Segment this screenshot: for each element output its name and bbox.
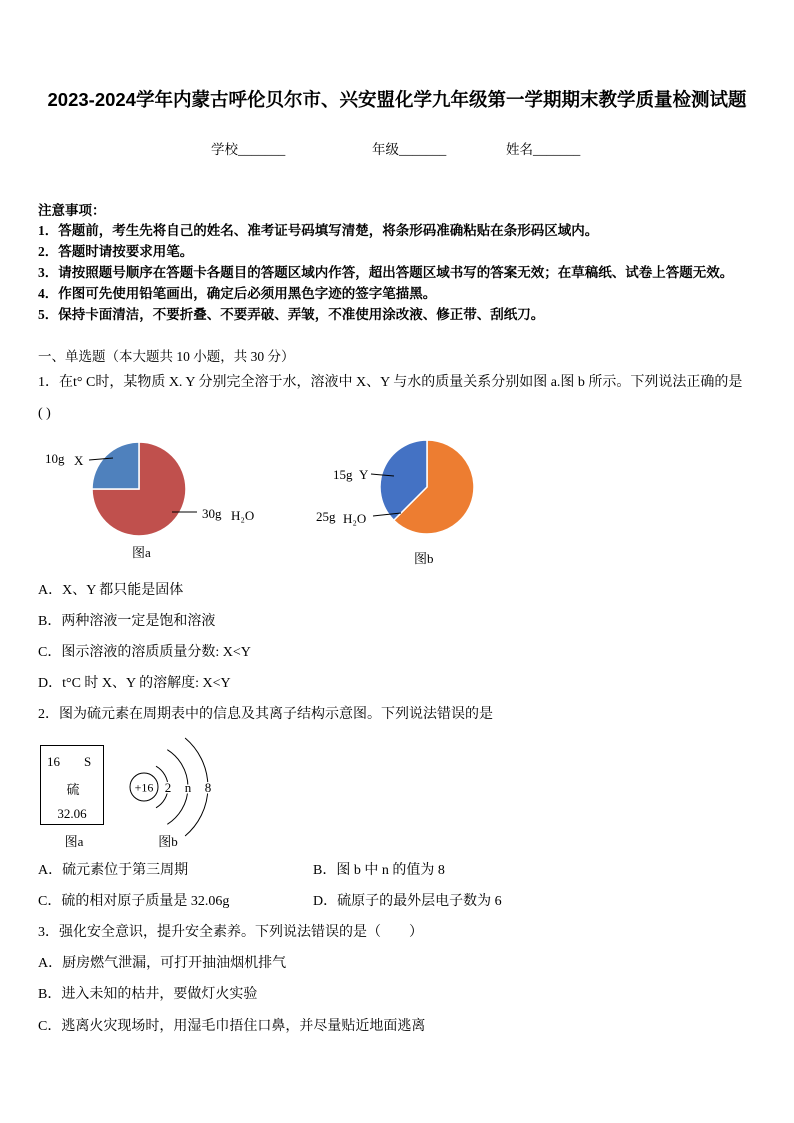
element-card-caption: 图a <box>64 834 84 849</box>
question-2-option-d: D．硫原子的最外层电子数为 6 <box>313 894 502 909</box>
question-1-answer-paren: ( ) <box>38 406 51 421</box>
question-1-option-d: D．t°C 时 X、Y 的溶解度: X<Y <box>38 676 231 691</box>
question-1-option-b: B．两种溶液一定是饱和溶液 <box>38 614 216 629</box>
question-1-stem: 1．在t° C时，某物质 X. Y 分别完全溶于水，溶液中 X、Y 与水的质量关系分别如图 a.图 b 所示。下列说法正确的是 <box>38 375 743 390</box>
question-2-stem: 2．图为硫元素在周期表中的信息及其离子结构示意图。下列说法错误的是 <box>38 707 493 722</box>
notice-item: 3．请按照题号顺序在答题卡各题目的答题区域内作答，超出答题区域书写的答案无效；在草稿纸、试卷上答题无效。 <box>38 265 734 280</box>
element-atomic-number: 16 <box>47 754 60 769</box>
shell-1-electrons: 2 <box>164 780 172 795</box>
pie-a-solute-amount: 10g <box>45 451 65 466</box>
name-field: 姓名_______ <box>506 142 581 157</box>
pie-a-solute-label: X <box>74 453 84 468</box>
notice-item: 4．作图可先使用铅笔画出，确定后必须用黑色字迹的签字笔描黑。 <box>38 286 437 301</box>
question-1-figures <box>0 430 794 570</box>
question-2-option-c: C．硫的相对原子质量是 32.06g <box>38 894 230 909</box>
question-2-figures <box>0 735 794 855</box>
notice-item: 2．答题时请按要求用笔。 <box>38 244 194 259</box>
question-1-option-c: C．图示溶液的溶质质量分数: X<Y <box>38 645 251 660</box>
pie-chart-b <box>380 440 474 534</box>
shell-2-electrons: n <box>184 780 192 795</box>
school-field: 学校_______ <box>211 142 286 157</box>
notice-heading: 注意事项： <box>38 203 106 218</box>
nucleus-charge: +16 <box>134 780 154 795</box>
question-3-option-a: A．厨房燃气泄漏，可打开抽油烟机排气 <box>38 956 287 971</box>
question-1-option-a: A．X、Y 都只能是固体 <box>38 583 184 598</box>
figure-a-caption: 图a <box>132 545 151 560</box>
pie-b-water-label: H₂O <box>343 511 367 526</box>
question-3-stem: 3．强化安全意识，提升安全素养。下列说法错误的是（ ） <box>38 925 423 940</box>
notice-item: 1．答题前，考生先将自己的姓名、准考证号码填写清楚，将条形码准确粘贴在条形码区域内。 <box>38 223 599 238</box>
pie-chart-a <box>92 442 186 536</box>
question-3-option-b: B．进入未知的枯井，要做灯火实验 <box>38 987 258 1002</box>
element-name: 硫 <box>66 782 80 797</box>
shell-3-electrons: 8 <box>204 780 212 795</box>
page-title: 2023-2024学年内蒙古呼伦贝尔市、兴安盟化学九年级第一学期期末教学质量检测试题 <box>47 89 747 110</box>
section-heading: 一、单选题（本大题共 10 小题，共 30 分） <box>38 349 295 364</box>
figure-b-caption: 图b <box>414 551 434 566</box>
pie-a-water-label: H₂O <box>231 508 255 523</box>
question-3-option-c: C．逃离火灾现场时，用湿毛巾捂住口鼻，并尽量贴近地面逃离 <box>38 1019 426 1034</box>
pie-a-water-amount: 30g <box>202 506 222 521</box>
pie-b-water-amount: 25g <box>316 509 336 524</box>
element-atomic-mass: 32.06 <box>57 806 87 821</box>
ion-diagram-caption: 图b <box>158 834 178 849</box>
notice-item: 5．保持卡面清洁，不要折叠、不要弄破、弄皱，不准使用涂改液、修正带、刮纸刀。 <box>38 307 545 322</box>
question-2-option-a: A．硫元素位于第三周期 <box>38 863 189 878</box>
element-symbol: S <box>84 754 92 769</box>
pie-slice-solute <box>92 442 139 489</box>
pie-b-solute-amount: 15g <box>333 467 353 482</box>
question-2-option-b: B．图 b 中 n 的值为 8 <box>313 863 445 878</box>
pie-b-solute-label: Y <box>359 467 369 482</box>
grade-field: 年级_______ <box>372 142 447 157</box>
